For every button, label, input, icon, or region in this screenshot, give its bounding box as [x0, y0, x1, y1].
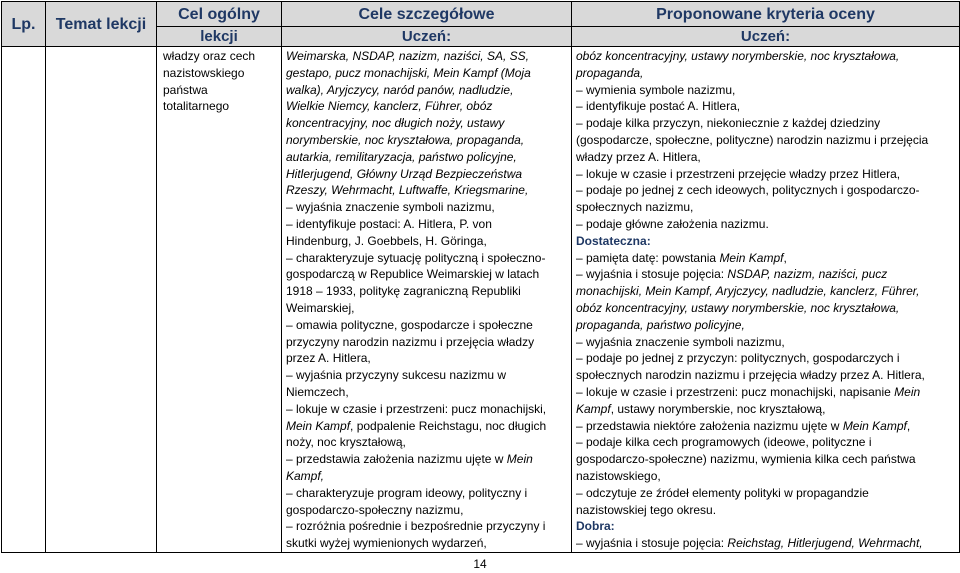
cele-line: skutki wyżej wymienionych wydarzeń, [286, 536, 487, 551]
kryteria-line: społecznych narodzin nazizmu i przejęcia władzy przez A. Hitlera, [576, 368, 925, 383]
grade-label: Dostateczna: [576, 233, 651, 248]
lesson-plan-table [1, 1, 960, 553]
kryteria-line: – pamięta datę: powstania Mein Kampf, [576, 250, 787, 265]
kryteria-line: (gospodarcze, społeczne, polityczne) narodzin nazizmu i przejęcia [576, 132, 929, 147]
kryteria-line: – wyjaśnia i stosuje pojęcia: Reichstag, Hitlerjugend, Wehrmacht, [576, 536, 923, 551]
cell-temat-lekcji [46, 47, 157, 553]
kryteria-line: – lokuje w czasie i przestrzeni przejęcie władzy przez Hitlera, [576, 166, 901, 181]
cele-line: Hitlerjugend, Główny Urząd Bezpieczeństwa [286, 166, 523, 181]
cele-line: gospodarczo-społeczny nazizmu, [286, 502, 464, 517]
cele-line: Weimarska, NSDAP, nazizm, naziści, SA, SS, [286, 49, 529, 63]
cele-line: – lokuje w czasie i przestrzeni: pucz monachijski, [286, 401, 547, 416]
cele-line: – charakteryzuje program ideowy, polityczny i [286, 485, 528, 500]
cele-line: – wyjaśnia znaczenie symboli nazizmu, [286, 200, 495, 215]
cele-line: koncentracyjny, noc długich noży, ustawy [286, 116, 505, 131]
kryteria-line: Kampf, ustawy norymberskie, noc kryształową, [576, 401, 826, 416]
cele-line: noży, noc kryształową, [286, 435, 406, 450]
cel-ogolny-line: władzy oraz cech [163, 49, 256, 63]
cele-line: gestapo, pucz monachijski, Mein Kampf (Moja [286, 65, 531, 80]
cell-cele-szczegolowe [282, 47, 572, 553]
kryteria-line: obóz koncentracyjny, ustawy norymberskie, noc kryształowa, [576, 300, 900, 315]
kryteria-line: – odczytuje ze źródeł elementy polityki w propagandzie [576, 485, 869, 500]
kryteria-line: – podaje kilka przyczyn, niekoniecznie z każdej dziedziny [576, 116, 881, 131]
page-number: 14 [473, 557, 487, 571]
cele-line: Weimarskiej, [286, 300, 355, 315]
cele-line: norymberskie, noc kryształowa, propaganda, [286, 132, 525, 147]
kryteria-line: – podaje po jednej z cech ideowych, politycznych i gospodarczo- [576, 183, 920, 198]
cel-ogolny-line: państwa [163, 82, 208, 97]
kryteria-line: obóz koncentracyjny, ustawy norymberskie, noc kryształowa, [576, 49, 900, 63]
kryteria-line: gospodarczo-społeczne) nazizmu, wymienia kilka cech państwa [576, 452, 916, 467]
kryteria-line: propaganda, [576, 65, 644, 80]
kryteria-line: – lokuje w czasie i przestrzeni: pucz monachijski, napisanie Mein [576, 384, 921, 399]
kryteria-line: nazistowskiego, [576, 468, 661, 483]
cele-line: – przedstawia założenia nazizmu ujęte w Mein [286, 452, 533, 467]
cel-ogolny-line: totalitarnego [163, 99, 230, 114]
cele-line: Wielkie Niemcy, kanclerz, Führer, obóz [286, 99, 493, 114]
cele-line: Rzeszy, Wehrmacht, Luftwaffe, Kriegsmarine, [286, 183, 529, 198]
kryteria-line: – podaje główne założenia nazizmu. [576, 216, 769, 231]
header-cel-ogolny: Cel ogólny [157, 2, 282, 27]
header-cel-ogolny-lekcji: lekcji [157, 27, 282, 47]
header-lp: Lp. [2, 2, 46, 47]
cele-line: walka), Aryjczycy, naród panów, nadludzie, [286, 82, 514, 97]
kryteria-line: – podaje po jednej z przyczyn: politycznych, gospodarczych i [576, 351, 900, 366]
cele-line: przez A. Hitlera, [286, 351, 371, 366]
header-temat-lekcji: Temat lekcji [46, 2, 157, 47]
kryteria-line: monachijski, Mein Kampf, Aryjczycy, nadludzie, kanclerz, Führer, [576, 284, 920, 299]
cele-line: przyczyny narodzin nazizmu i przejęcia władzy [286, 334, 535, 349]
cele-line: – rozróżnia pośrednie i bezpośrednie przyczyny i [286, 519, 546, 534]
kryteria-line: – przedstawia niektóre założenia nazizmu ujęte w Mein Kampf, [576, 418, 911, 433]
header-cele-szczegolowe: Cele szczegółowe [282, 2, 572, 27]
kryteria-line: – identyfikuje postać A. Hitlera, [576, 99, 741, 114]
cele-line: Kampf, [286, 468, 325, 483]
kryteria-line: – podaje kilka cech programowych (ideowe, polityczne i [576, 435, 872, 450]
cele-line: – identyfikuje postaci: A. Hitlera, P. von [286, 216, 492, 231]
kryteria-line: – wyjaśnia znaczenie symboli nazizmu, [576, 334, 785, 349]
cell-cel-ogolny [157, 47, 282, 553]
cell-kryteria-oceny [572, 47, 960, 553]
kryteria-line: – wymienia symbole nazizmu, [576, 82, 736, 97]
cele-line: gospodarczą w Republice Weimarskiej w latach [286, 267, 540, 282]
cele-line: Niemczech, [286, 384, 349, 399]
cele-line: autarkia, remilitaryzacja, państwo policyjne, [286, 149, 517, 164]
header-uczen-kryteria: Uczeń: [572, 27, 960, 47]
cele-line: – charakteryzuje sytuację polityczną i społeczno- [286, 250, 546, 265]
header-kryteria-oceny: Proponowane kryteria oceny [572, 2, 960, 27]
cel-ogolny-line: nazistowskiego [163, 65, 245, 80]
kryteria-line: propaganda, państwo policyjne, [576, 317, 745, 332]
cele-line: – omawia polityczne, gospodarcze i społeczne [286, 317, 533, 332]
cell-lp [2, 47, 46, 553]
cele-line: Mein Kampf, podpalenie Reichstagu, noc długich [286, 418, 547, 433]
header-uczen-cele: Uczeń: [282, 27, 572, 47]
cele-line: Hindenburg, J. Goebbels, H. Göringa, [286, 233, 487, 248]
kryteria-line: władzy przez A. Hitlera, [576, 149, 701, 164]
kryteria-line: społecznych nazizmu, [576, 200, 694, 215]
grade-label: Dobra: [576, 519, 615, 534]
kryteria-line: nazistowskiej tego okresu. [576, 502, 717, 517]
cele-line: – wyjaśnia przyczyny sukcesu nazizmu w [286, 368, 507, 383]
kryteria-line: – wyjaśnia i stosuje pojęcia: NSDAP, nazizm, naziści, pucz [576, 267, 888, 282]
cele-line: 1918 – 1933, politykę zagraniczną Republiki [286, 284, 521, 299]
